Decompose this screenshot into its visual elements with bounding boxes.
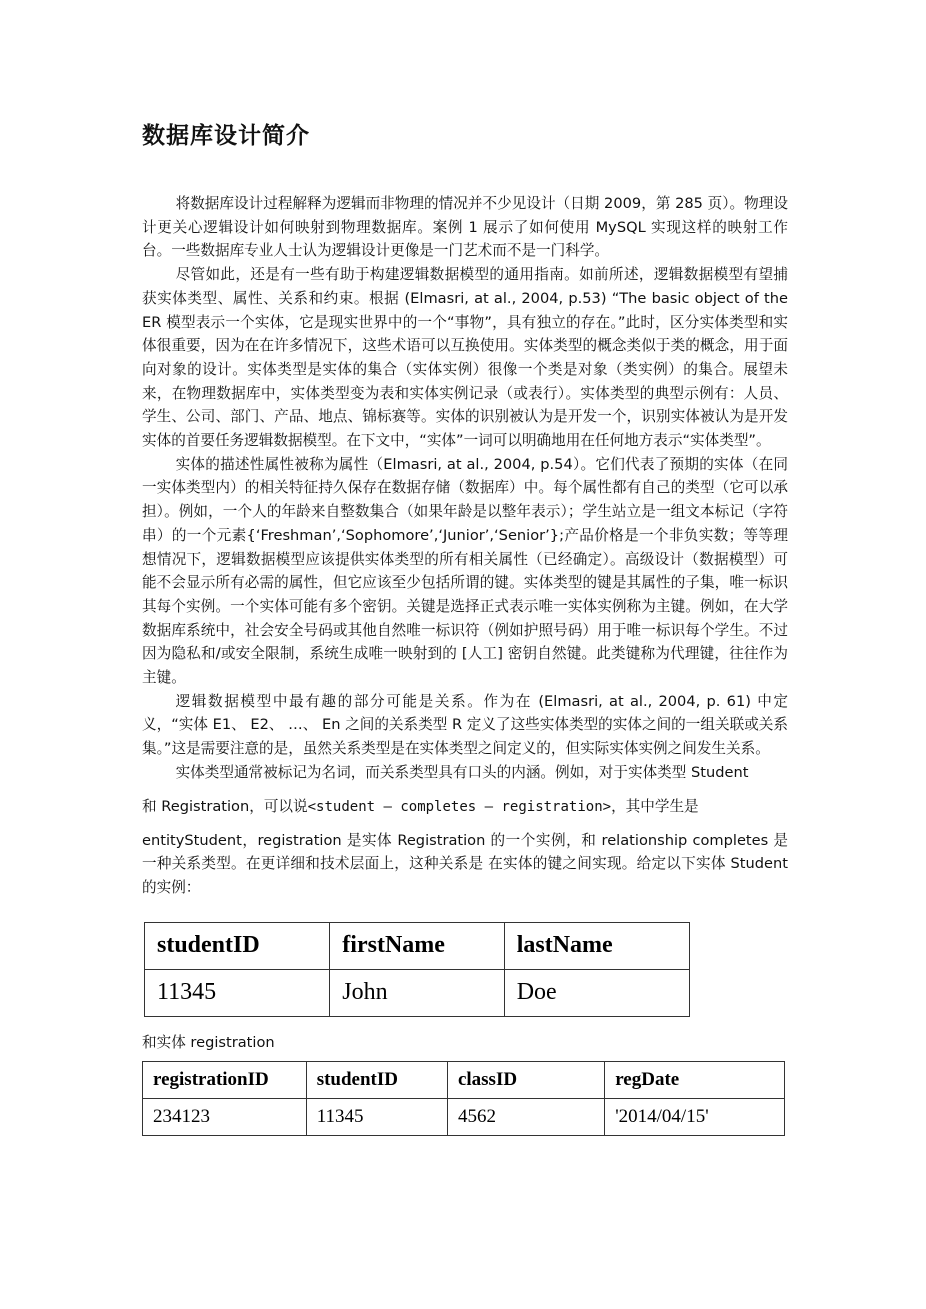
- sample-prefix: 和 Registration，可以说: [142, 797, 308, 815]
- registration-caption: 和实体 registration: [142, 1033, 275, 1051]
- document-page: [142, 118, 788, 1136]
- paragraph-2: 尽管如此，还是有一些有助于构建逻辑数据模型的通用指南。如前所述，逻辑数据模型有望捕获实体类型、属性、关系和约束。根据 (Elmasri, at al., 2004, p.53) “The basic object of the ER 模型表示一个实体，它是现实世界中的一个“事物”，具有独立的存在。”此时，区分实体类型和实体很重要，因为在在许多情况下，这些术语可以互换使用。实体类型的概念类似于类的概念，用于面向对象的设计。实体类型是实体的集合（实体实例）很像一个类是对象（类实例）的集合。展望未来，在物理数据库中，实体类型变为表和实体实例记录（或表行）。实体类型的典型示例有：人员、学生、公司、部门、产品、地点、锦标赛等。实体的识别被认为是开发一个，识别实体被认为是开发实体的首要任务逻辑数据模型。在下文中，“实体”一词可以明确地用在任何地方表示“实体类型”。: [142, 266, 788, 450]
- student-cell-studentid: 11345: [145, 969, 330, 1016]
- paragraph-3: 实体的描述性属性被称为属性（Elmasri, at al., 2004, p.54）。它们代表了预期的实体（在同一实体类型内）的相关特征持久保存在数据存储（数据库）中。每个属性都有自己的类型（它可以承担）。例如，一个人的年龄来自整数集合（如果年龄是以整年表示）；学生站立是一组文本标记（字符串）的一个元素{‘Freshman’,‘Sophomore’,‘Junior’,‘Senior’};产品价格是一个非负实数；等等理想情况下，逻辑数据模型应该提供实体类型的所有相关属性（已经确定）。高级设计（数据模型）可能不会显示所有必需的属性，但它应该至少包括所谓的键。实体类型的键是其属性的子集，唯一标识其每个实例。一个实体可能有多个密钥。关键是选择正式表示唯一实体实例称为主键。例如，在大学数据库系统中，社会安全号码或其他自然唯一标识符（例如护照号码）用于唯一标识每个学生。不过因为隐私和/或安全限制，系统生成唯一映射到的 [人工] 密钥自然键。此类键称为代理键，往往作为主键。: [142, 455, 788, 687]
- sample-suffix: ，其中学生是: [611, 797, 699, 815]
- registration-cell-registrationid: 234123: [143, 1098, 307, 1135]
- registration-header-studentid: studentID: [306, 1061, 447, 1098]
- paragraph-4: 逻辑数据模型中最有趣的部分可能是关系。作为在 (Elmasri, at al., 2004, p. 61) 中定义，“实体 E1、 E2、 …、 En 之间的关系类型 R 定义了这些实体类型的实体之间的一组关联或关系集。”这是需要注意的是，虽然关系类型是在实体类型之间定义的，但实际实体实例之间发生关系。: [142, 692, 788, 758]
- paragraph-continuation: entityStudent，registration 是实体 Registration 的一个实例，和 relationship completes 是一种关系类型。在更详细和技术层面上，这种关系是 在实体的键之间实现。给定以下实体 Student 的实例：: [142, 831, 788, 896]
- relationship-sample: [142, 791, 788, 823]
- registration-header-registrationid: registrationID: [143, 1061, 307, 1098]
- registration-header-regdate: regDate: [605, 1061, 785, 1098]
- registration-cell-regdate: '2014/04/15': [605, 1098, 785, 1135]
- student-header-lastname: lastName: [504, 922, 689, 969]
- student-table-header: [145, 922, 690, 969]
- student-header-studentid: studentID: [145, 922, 330, 969]
- student-cell-lastname: Doe: [504, 969, 689, 1016]
- sample-code: <student – completes – registration>: [307, 798, 612, 815]
- paragraph-1: 将数据库设计过程解释为逻辑而非物理的情况并不少见设计（日期 2009，第 285 页）。物理设计更关心逻辑设计如何映射到物理数据库。案例 1 展示了如何使用 MySQL 实现这样的映射工作台。一些数据库专业人士认为逻辑设计更像是一门艺术而不是一门科学。: [142, 195, 788, 260]
- table-row: [143, 1098, 785, 1135]
- student-header-firstname: firstName: [330, 922, 504, 969]
- registration-cell-classid: 4562: [447, 1098, 604, 1135]
- registration-table-header: [143, 1061, 785, 1098]
- paragraph-5: 实体类型通常被标记为名词，而关系类型具有口头的内涵。例如，对于实体类型 Student: [175, 763, 749, 781]
- student-table: [144, 922, 690, 1017]
- registration-cell-studentid: 11345: [306, 1098, 447, 1135]
- registration-header-classid: classID: [447, 1061, 604, 1098]
- registration-table: [142, 1061, 785, 1136]
- table-row: [145, 969, 690, 1016]
- student-cell-firstname: John: [330, 969, 504, 1016]
- document-title: 数据库设计简介: [142, 123, 310, 149]
